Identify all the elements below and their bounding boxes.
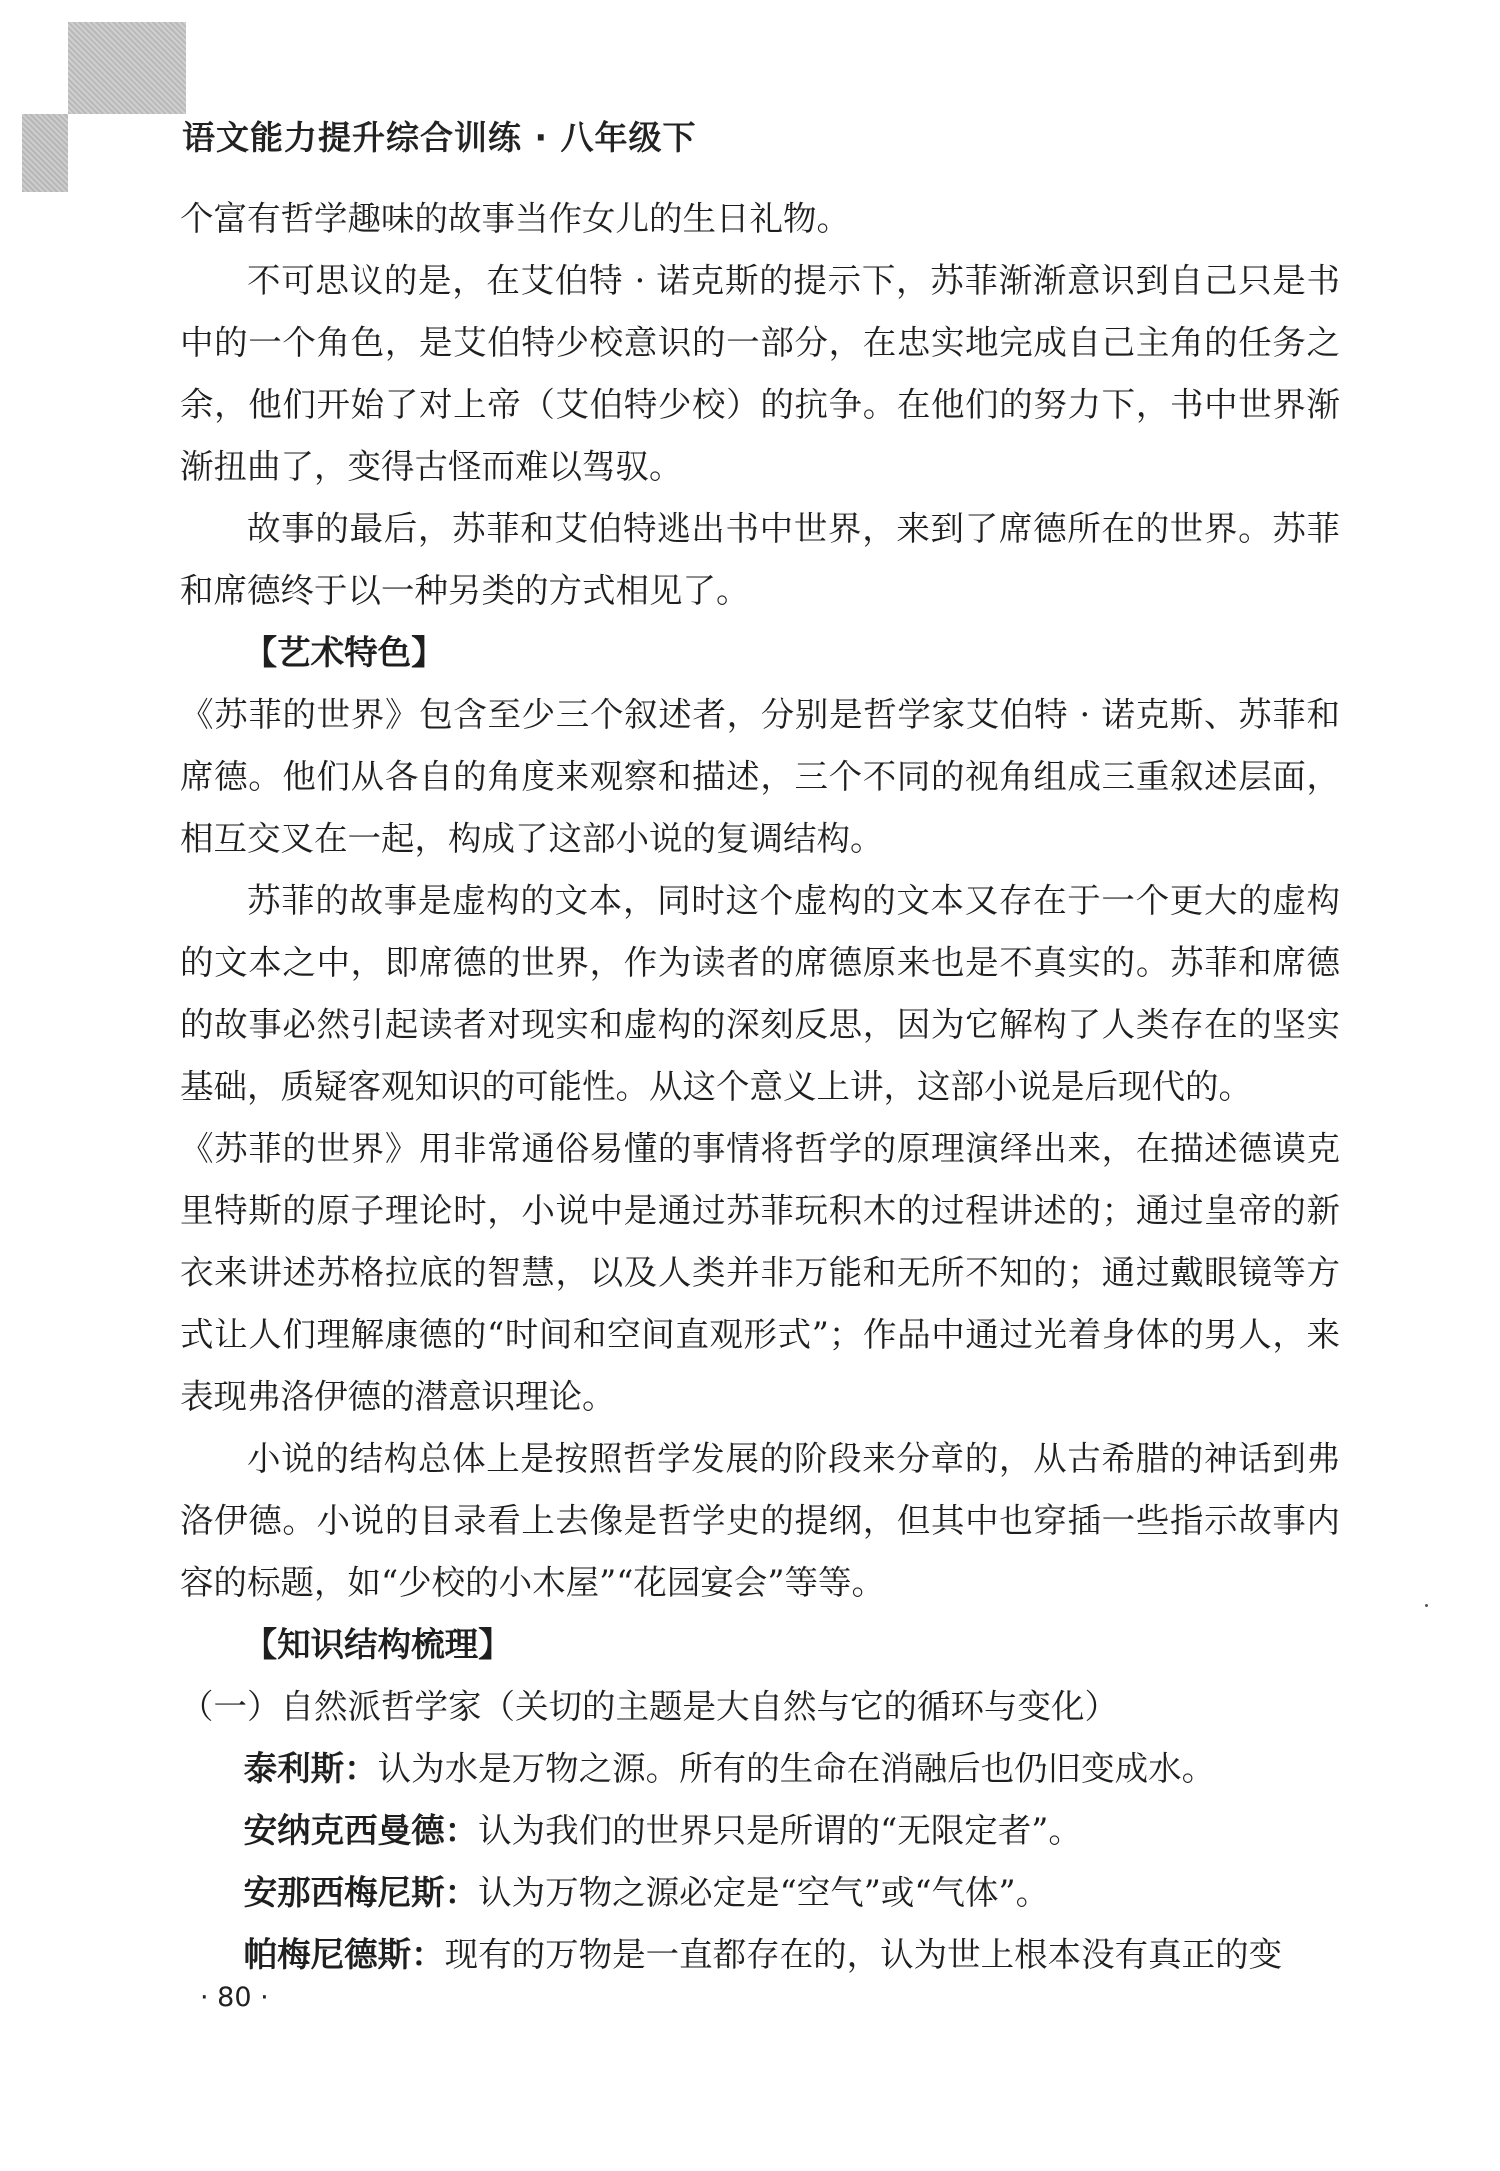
subsection-heading: （一）自然派哲学家（关切的主题是大自然与它的循环与变化）	[180, 1687, 1118, 1726]
philosopher-name: 安那西梅尼斯：	[243, 1873, 479, 1912]
paragraph: 《苏菲的世界》用非常通俗易懂的事情将哲学的原理演绎出来，在描述德谟克里特斯的原子理论时，小说中是通过苏菲玩积木的过程讲述的；通过皇帝的新衣来讲述苏格拉底的智慧，以及人类并非万能和无所不知的；通过戴眼镜等方式让人们理解康德的“时间和空间直观形式”；作品中通过光着身体的男人，来表现弗洛伊德的潜意识理论。	[180, 1129, 1340, 1416]
corner-decoration-small	[22, 114, 68, 192]
philosopher-description: 认为万物之源必定是“空气”或“气体”。	[478, 1873, 1050, 1912]
philosopher-name: 安纳克西曼德：	[243, 1811, 479, 1850]
paragraph: 故事的最后，苏菲和艾伯特逃出书中世界，来到了席德所在的世界。苏菲和席德终于以一种另类的方式相见了。	[180, 509, 1340, 610]
philosopher-entry	[180, 1862, 1340, 1924]
philosopher-name: 泰利斯：	[243, 1749, 378, 1788]
body-text	[180, 188, 1340, 1986]
paragraph: 苏菲的故事是虚构的文本，同时这个虚构的文本又存在于一个更大的虚构的文本之中，即席德的世界，作为读者的席德原来也是不真实的。苏菲和席德的故事必然引起读者对现实和虚构的深刻反思，因为它解构了人类存在的坚实基础，质疑客观知识的可能性。从这个意义上讲，这部小说是后现代的。	[180, 881, 1340, 1106]
paragraph: 小说的结构总体上是按照哲学发展的阶段来分章的，从古希腊的神话到弗洛伊德。小说的目录看上去像是哲学史的提纲，但其中也穿插一些指示故事内容的标题，如“少校的小木屋”“花园宴会”等等。	[180, 1439, 1340, 1602]
paragraph: 不可思议的是，在艾伯特 · 诺克斯的提示下，苏菲渐渐意识到自己只是书中的一个角色，是艾伯特少校意识的一部分，在忠实地完成自己主角的任务之余，他们开始了对上帝（艾伯特少校）的抗争。在他们的努力下，书中世界渐渐扭曲了，变得古怪而难以驾驭。	[180, 261, 1340, 486]
section-heading-art: 【艺术特色】	[243, 633, 445, 672]
philosopher-description: 现有的万物是一直都存在的，认为世上根本没有真正的变	[444, 1935, 1283, 1974]
page-number: · 80 ·	[200, 1982, 269, 2013]
paragraph: 个富有哲学趣味的故事当作女儿的生日礼物。	[180, 199, 850, 238]
philosopher-name: 帕梅尼德斯：	[243, 1935, 445, 1974]
philosopher-entry	[180, 1738, 1340, 1800]
paragraph: 《苏菲的世界》包含至少三个叙述者，分别是哲学家艾伯特 · 诺克斯、苏菲和席德。他们从各自的角度来观察和描述，三个不同的视角组成三重叙述层面，相互交叉在一起，构成了这部小说的复调结构。	[180, 695, 1340, 858]
section-heading-knowledge: 【知识结构梳理】	[243, 1625, 512, 1664]
philosopher-description: 认为水是万物之源。所有的生命在消融后也仍旧变成水。	[377, 1749, 1216, 1788]
corner-decoration	[68, 22, 186, 114]
philosopher-entry	[180, 1800, 1340, 1862]
philosopher-description: 认为我们的世界只是所谓的“无限定者”。	[478, 1811, 1082, 1850]
scan-speck	[1425, 1604, 1428, 1607]
philosopher-entry	[180, 1924, 1340, 1986]
running-header: 语文能力提升综合训练 · 八年级下	[182, 118, 697, 157]
